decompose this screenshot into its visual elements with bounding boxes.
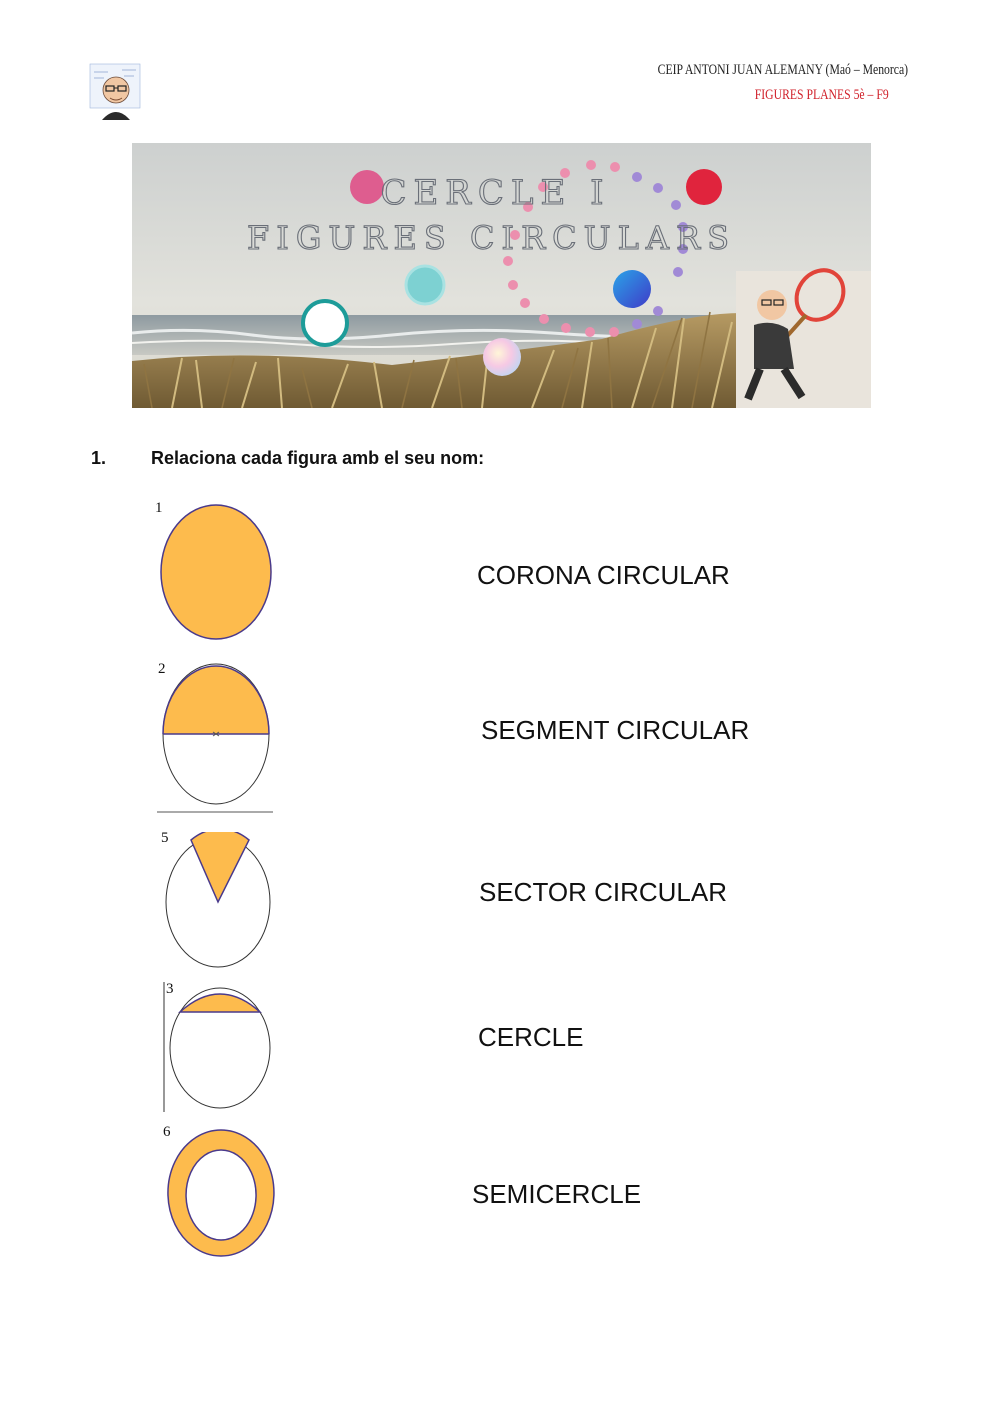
name-option-sector-circular[interactable]: SECTOR CIRCULAR xyxy=(479,877,728,907)
figure-label: 3 xyxy=(166,981,174,997)
semicircle-figure[interactable] xyxy=(155,662,277,816)
school-name: CEIP ANTONI JUAN ALEMANY (Maó – Menorca) xyxy=(657,62,908,78)
banner-title-line2: FIGURES CIRCULARS xyxy=(247,219,736,257)
exercise-instruction: Relaciona cada figura amb el seu nom: xyxy=(151,448,485,468)
segment-shape[interactable] xyxy=(180,994,260,1012)
name-option-segment-circular[interactable]: SEGMENT CIRCULAR xyxy=(481,715,750,745)
annulus-figure[interactable] xyxy=(164,1126,278,1262)
figure-label: 6 xyxy=(163,1124,171,1140)
figure-label: 2 xyxy=(158,661,166,677)
author-avatar-logo xyxy=(88,58,144,122)
figure-label: 5 xyxy=(161,830,169,846)
name-option-semicercle[interactable]: SEMICERCLE xyxy=(472,1179,642,1209)
figure-label: 1 xyxy=(155,500,163,516)
name-option-cercle[interactable]: CERCLE xyxy=(478,1022,584,1052)
worksheet-code: FIGURES PLANES 5è – F9 xyxy=(755,87,889,103)
name-option-corona-circular[interactable]: CORONA CIRCULAR xyxy=(477,560,730,590)
full-circle-figure[interactable] xyxy=(156,502,276,644)
title-banner xyxy=(132,143,871,408)
exercise-number: 1. xyxy=(91,448,107,468)
banner-title-line1: CERCLE I xyxy=(380,173,611,213)
